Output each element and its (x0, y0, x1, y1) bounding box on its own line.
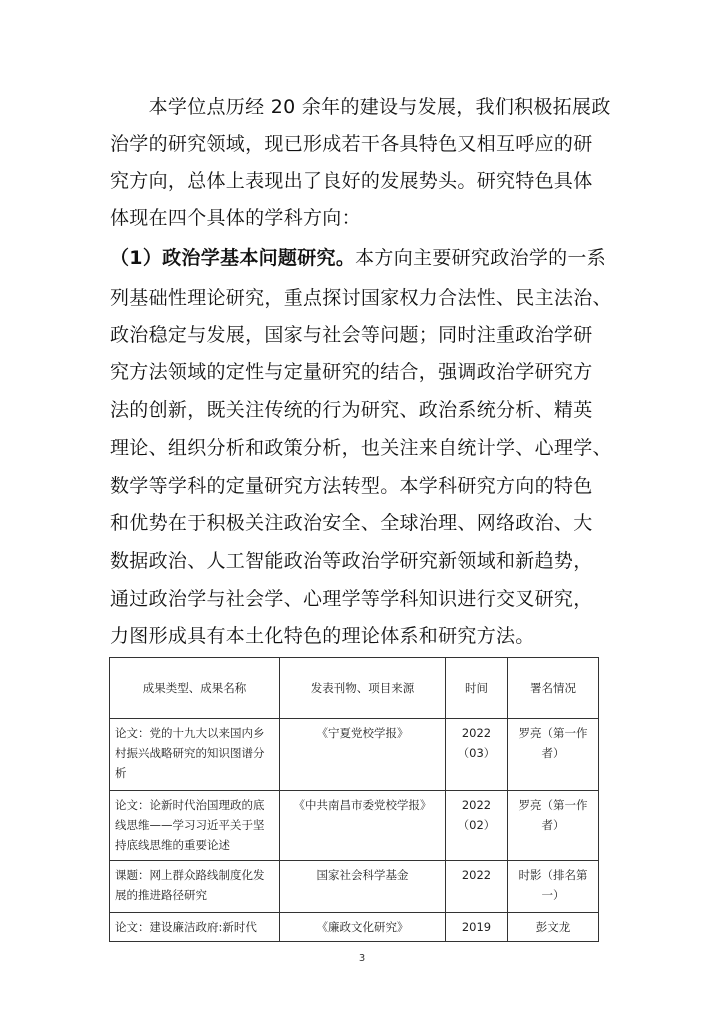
section-line-8: 数据政治、人工智能政治等政治学研究新领域和新趋势， (110, 550, 593, 572)
cell-result-name: 课题：网上群众路线制度化发展的推进路径研究 (110, 861, 280, 913)
cell-source: 《廉政文化研究》 (280, 913, 446, 942)
header-result-name: 成果类型、成果名称 (110, 658, 280, 719)
header-authorship: 署名情况 (508, 658, 599, 719)
header-time: 时间 (446, 658, 508, 719)
intro-line-2: 治学的研究领域，现已形成若干各具特色又相互呼应的研 (110, 133, 593, 155)
cell-time: 2022（03） (446, 719, 508, 791)
intro-line-3: 究方向，总体上表现出了良好的发展势头。研究特色具体 (110, 170, 593, 192)
section-lead-text: 本方向主要研究政治学的一系 (355, 247, 607, 269)
cell-result-name: 论文：论新时代治国理政的底线思维——学习习近平关于坚持底线思维的重要论述 (110, 791, 280, 861)
header-source: 发表刊物、项目来源 (280, 658, 446, 719)
page-number: 3 (358, 953, 366, 964)
cell-authorship: 彭文龙 (508, 913, 599, 942)
table-header-row (110, 658, 599, 719)
section-line-9: 通过政治学与社会学、心理学等学科知识进行交叉研究， (110, 588, 593, 610)
section-line-4: 法的创新，既关注传统的行为研究、政治系统分析、精英 (110, 399, 593, 421)
cell-authorship: 罗亮（第一作者） (508, 791, 599, 861)
cell-source: 《宁夏党校学报》 (280, 719, 446, 791)
section-line-3: 究方法领域的定性与定量研究的结合，强调政治学研究方 (110, 361, 593, 383)
section-line-5: 理论、组织分析和政策分析，也关注来自统计学、心理学、 (110, 437, 612, 459)
table-row (110, 861, 599, 913)
cell-time: 2022 (446, 861, 508, 913)
section-line-1: 列基础性理论研究，重点探讨国家权力合法性、民主法治、 (110, 287, 612, 309)
section-line-2: 政治稳定与发展，国家与社会等问题；同时注重政治学研 (110, 324, 593, 346)
cell-result-name: 论文：党的十九大以来国内乡村振兴战略研究的知识图谱分析 (110, 719, 280, 791)
cell-authorship: 时影（排名第一） (508, 861, 599, 913)
section-line-6: 数学等学科的定量研究方法转型。本学科研究方向的特色 (110, 475, 593, 497)
intro-line-4: 体现在四个具体的学科方向： (110, 207, 361, 229)
intro-line-1: 本学位点历经 20 余年的建设与发展，我们积极拓展政 (110, 96, 611, 118)
results-table (109, 657, 599, 942)
cell-authorship: 罗亮（第一作者） (508, 719, 599, 791)
cell-time: 2019 (446, 913, 508, 942)
section-heading: （1）政治学基本问题研究。 (110, 247, 356, 269)
section-heading-line (110, 246, 606, 270)
section-line-10: 力图形成具有本土化特色的理论体系和研究方法。 (110, 625, 535, 647)
cell-source: 国家社会科学基金 (280, 861, 446, 913)
table-row (110, 913, 599, 942)
cell-result-name: 论文：建设廉洁政府:新时代 (110, 913, 280, 942)
table-row (110, 791, 599, 861)
cell-time: 2022（02） (446, 791, 508, 861)
table-row (110, 719, 599, 791)
section-line-7: 和优势在于积极关注政治安全、全球治理、网络政治、大 (110, 512, 593, 534)
cell-source: 《中共南昌市委党校学报》 (280, 791, 446, 861)
